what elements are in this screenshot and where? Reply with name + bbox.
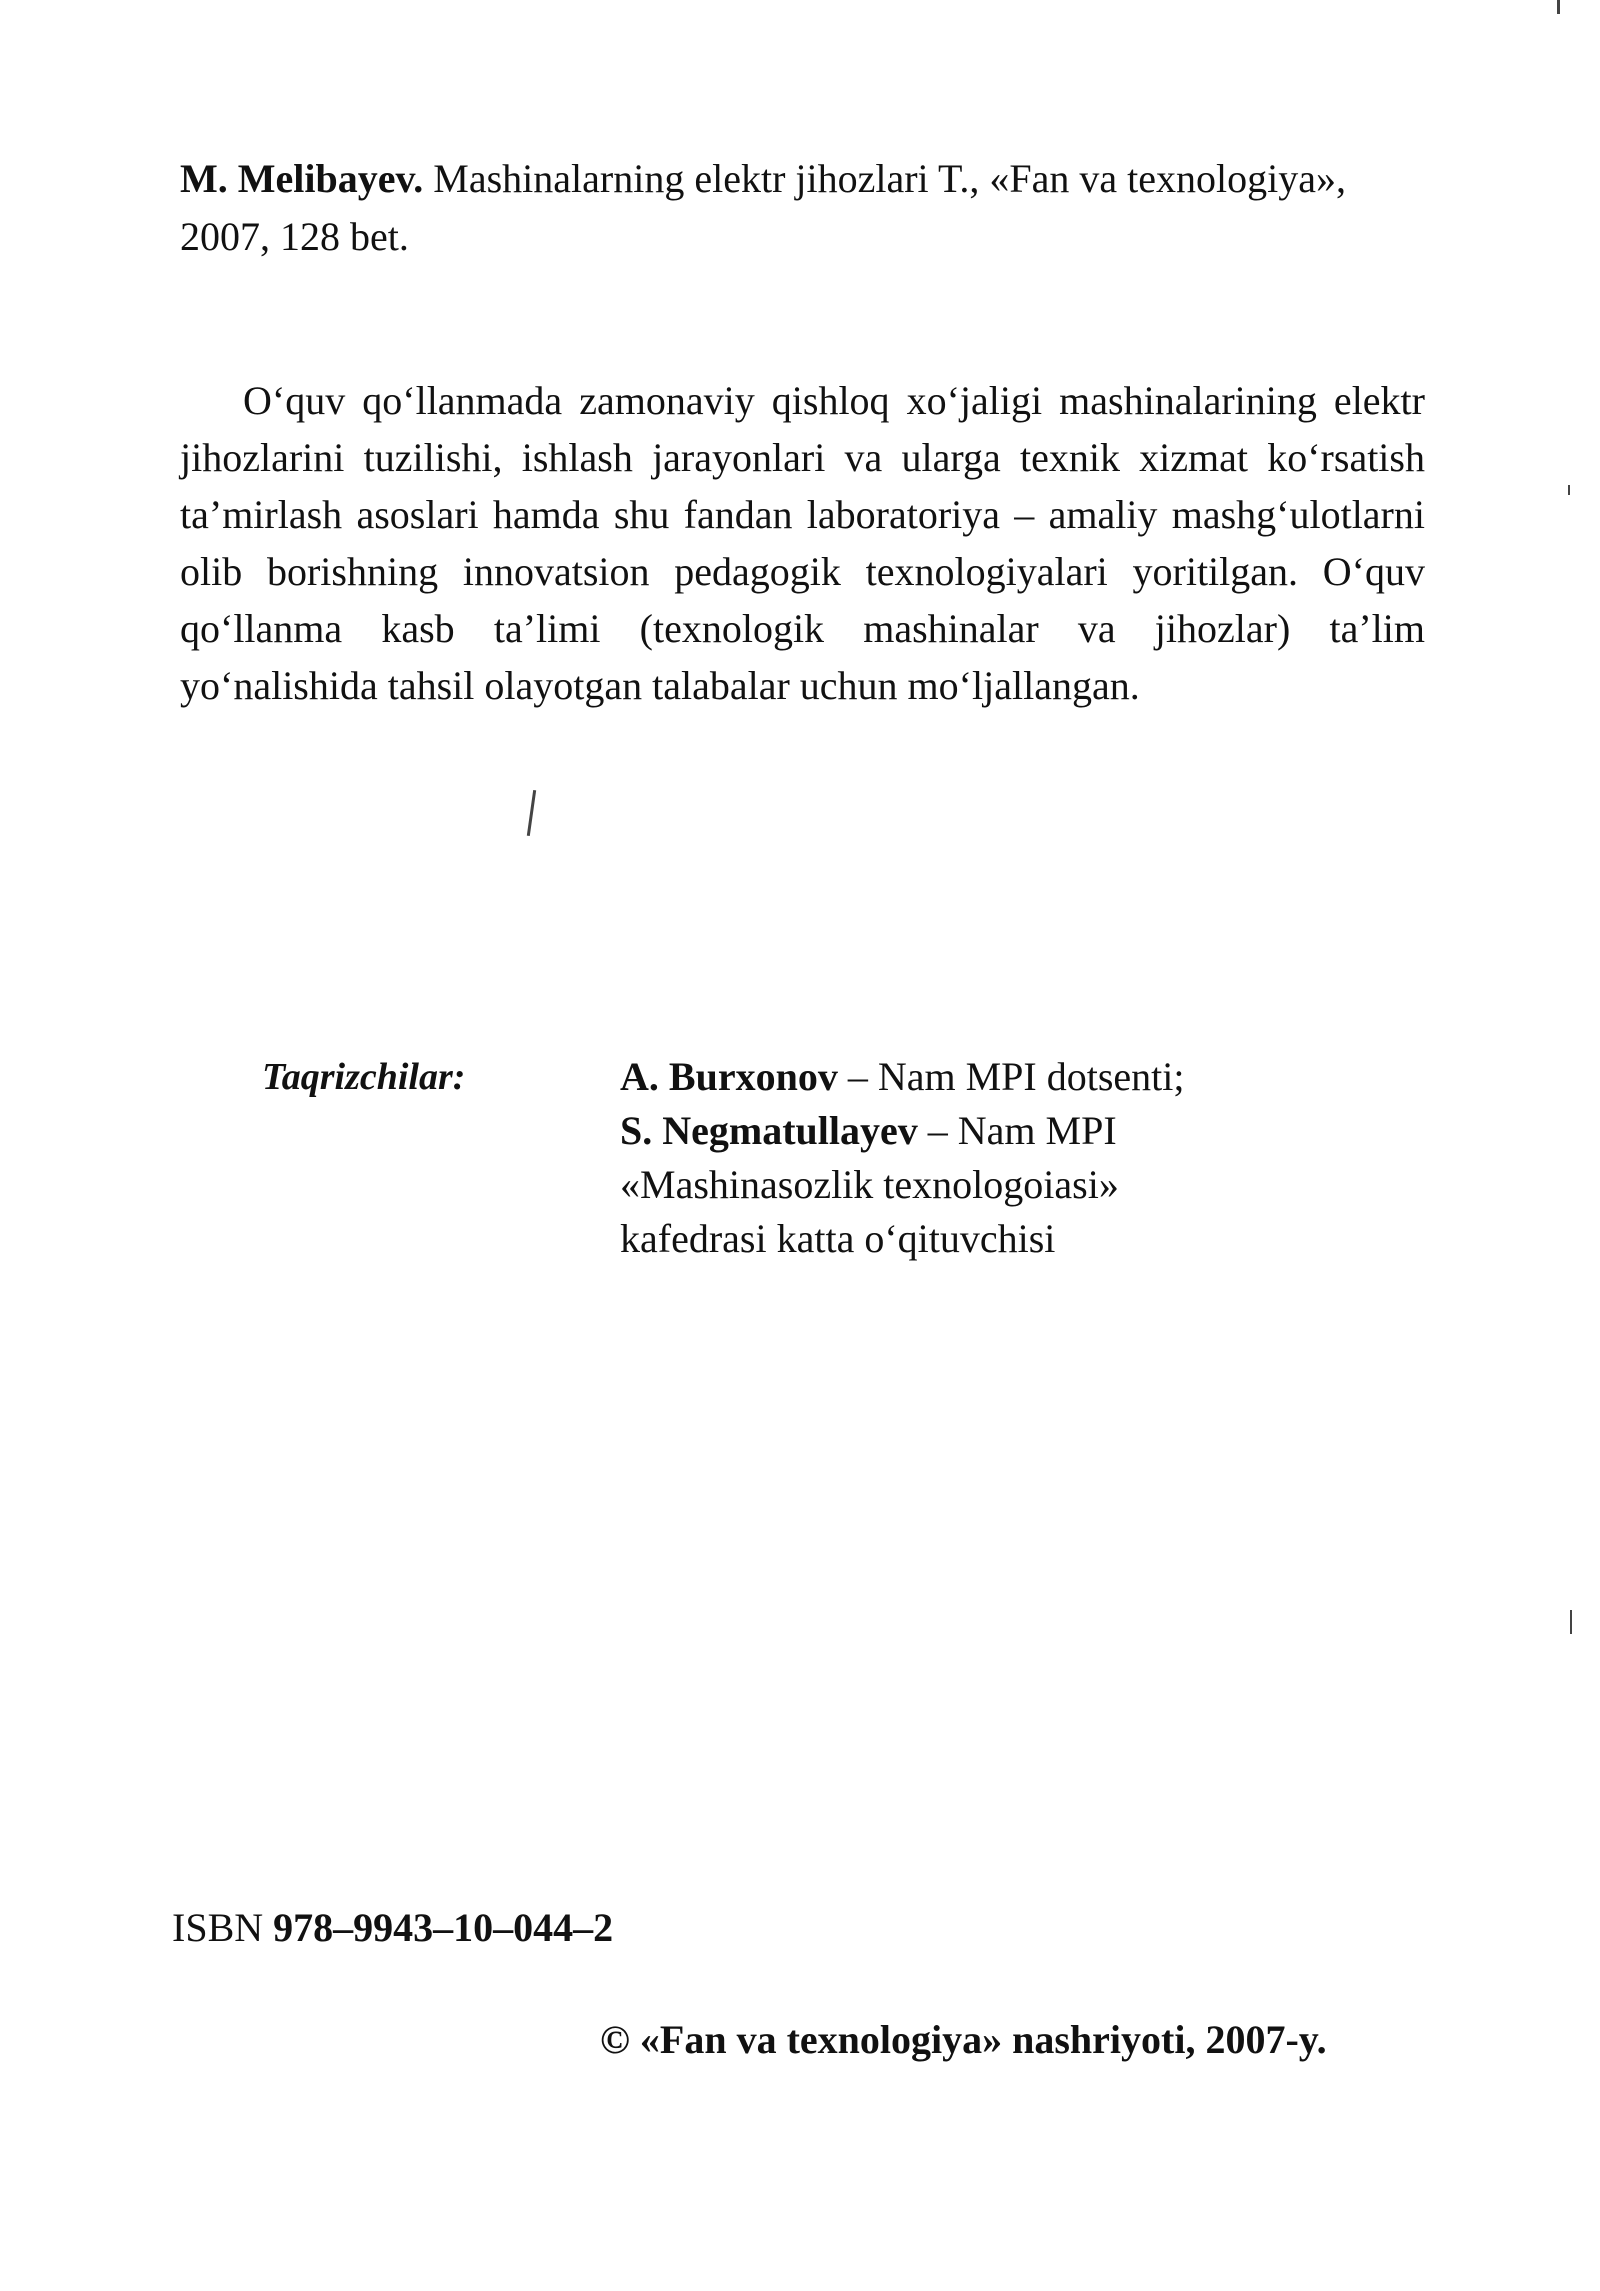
isbn-line — [172, 1900, 613, 1956]
scan-mark-right-2 — [1570, 1610, 1572, 1634]
citation-text: Mashinalarning elektr jihozlari T., «Fan va texnologiya», 2007, 128 bet. — [180, 156, 1347, 259]
scan-mark-right-1 — [1568, 485, 1570, 495]
isbn-number: 978–9943–10–044–2 — [273, 1905, 614, 1950]
reviewer-name: A. Burxonov — [620, 1054, 838, 1099]
copyright-notice: © «Fan va texnologiya» nashriyoti, 2007-y. — [600, 2017, 1327, 2062]
reviewer-role: – Nam MPI — [927, 1108, 1117, 1153]
reviewers-list — [620, 1050, 1420, 1266]
book-annotation: O‘quv qo‘llanmada zamonaviy qishloq xo‘jaligi mashinalarining elektr jihozlarini tuzilishi, ishlash jarayonlari va ularga texnik xizmat ko‘rsatish ta’mirlash asoslari hamda shu fandan laboratoriya – amaliy mashg‘ulotlarni olib borishning innovatsion pedagogik texnologiyalari yoritilgan. O‘quv qo‘llanma kasb ta’limi (texnologik mashinalar va jihozlar) ta’lim yo‘nalishida tahsil olayotgan talabalar uchun mo‘ljallangan. — [180, 378, 1425, 708]
isbn-prefix: ISBN — [172, 1905, 264, 1950]
reviewer-name: S. Negmatullayev — [620, 1108, 918, 1153]
bibliographic-citation — [180, 150, 1425, 266]
scan-mark-top — [1557, 0, 1560, 14]
reviewer-role: – Nam MPI dotsenti; — [847, 1054, 1185, 1099]
citation-author: M. Melibayev. — [180, 156, 424, 201]
scan-mark-mid — [527, 790, 536, 836]
reviewer-role-continued: kafedrasi katta o‘qituvchisi — [620, 1216, 1056, 1261]
reviewers-label: Taqrizchilar: — [262, 1056, 466, 1098]
reviewer-item — [620, 1104, 1420, 1158]
reviewer-role-continued: «Mashinasozlik texnologoiasi» — [620, 1162, 1119, 1207]
reviewer-item — [620, 1050, 1420, 1104]
